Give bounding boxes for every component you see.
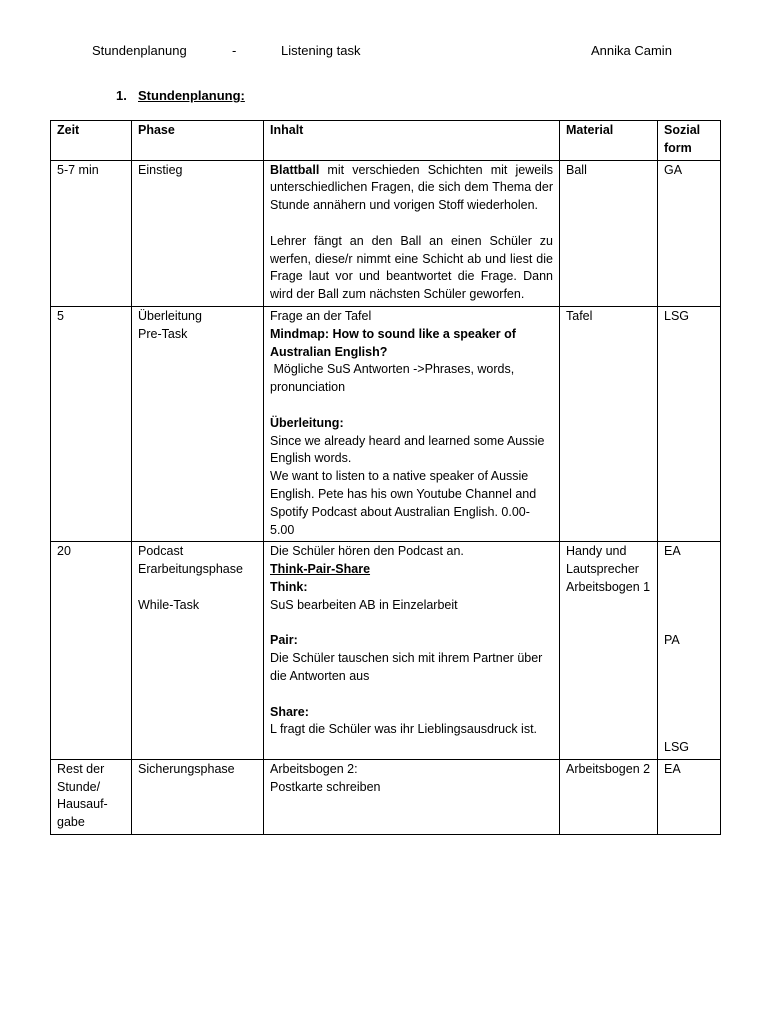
inhalt-text: mit verschieden Schichten mit jeweils unterschiedlichen Fragen, die sich dem Thema der Stunde annähern und vorigen Stoff wiederholen. <box>270 162 553 213</box>
phase-line: Pre-Task <box>138 326 188 341</box>
inhalt-pair-text: Die Schüler tauschen sich mit ihrem Partner über die Antworten aus <box>270 651 543 683</box>
cell-sozialform: EA <box>658 759 721 834</box>
inhalt-line: Die Schüler hören den Podcast an. <box>270 544 464 559</box>
header-inhalt: Inhalt <box>264 121 560 161</box>
phase-line: Podcast <box>138 544 184 559</box>
table-header-row <box>51 121 721 161</box>
table-row <box>51 160 721 306</box>
cell-material: Arbeitsbogen 2 <box>560 759 658 834</box>
cell-zeit: 5 <box>51 306 132 541</box>
inhalt-think-label: Think: <box>270 579 308 594</box>
section-heading <box>116 88 245 103</box>
cell-inhalt <box>264 160 560 306</box>
header-zeit: Zeit <box>51 121 132 161</box>
inhalt-line: Frage an der Tafel <box>270 308 372 323</box>
page-header <box>0 43 768 61</box>
cell-material: Tafel <box>560 306 658 541</box>
section-title: Stundenplanung: <box>138 88 245 103</box>
header-subtitle: Listening task <box>281 43 361 58</box>
header-separator: - <box>232 43 237 58</box>
phase-line: While-Task <box>138 597 200 612</box>
table-row <box>51 306 721 541</box>
cell-sozialform <box>658 542 721 760</box>
header-phase: Phase <box>132 121 264 161</box>
cell-inhalt <box>264 306 560 541</box>
cell-material: Ball <box>560 160 658 306</box>
cell-phase: Sicherungsphase <box>132 759 264 834</box>
header-sozialform-line1: Sozial <box>664 123 701 137</box>
cell-inhalt <box>264 759 560 834</box>
inhalt-paragraph: Since we already heard and learned some Aussie English words. <box>270 433 545 466</box>
header-sozialform-line2: form <box>664 140 692 155</box>
header-sozialform <box>658 121 721 161</box>
cell-zeit: 20 <box>51 542 132 760</box>
inhalt-paragraph: Lehrer fängt an den Ball an einen Schüler zu werfen, diese/r nimmt eine Schicht ab und liest die Frage laut vor und beantwortet die Frage. Dann wird der Ball zum nächsten Schüler geworfen. <box>270 233 553 302</box>
cell-zeit: Rest der Stunde/ Hausauf-gabe <box>51 759 132 834</box>
cell-inhalt <box>264 542 560 760</box>
sozialform-value: EA <box>664 544 681 559</box>
inhalt-ueberleitung-label: Überleitung: <box>270 415 344 430</box>
sozialform-value: LSG <box>664 740 690 755</box>
header-title: Stundenplanung <box>92 43 187 58</box>
header-author: Annika Camin <box>591 43 672 58</box>
inhalt-pair-label: Pair: <box>270 633 298 648</box>
inhalt-think-text: SuS bearbeiten AB in Einzelarbeit <box>270 597 458 612</box>
cell-phase <box>132 542 264 760</box>
inhalt-answers: Mögliche SuS Antworten ->Phrases, words, pronunciation <box>270 362 518 395</box>
inhalt-paragraph: We want to listen to a native speaker of Aussie English. Pete has his own Youtube Channel and Spotify Podcast about Australian English. 0.00-5.00 <box>270 469 537 537</box>
inhalt-method-title: Think-Pair-Share <box>270 562 371 577</box>
phase-line: Überleitung <box>138 308 202 323</box>
inhalt-line: Arbeitsbogen 2: <box>270 761 358 776</box>
inhalt-share-label: Share: <box>270 704 309 719</box>
inhalt-mindmap: Mindmap: How to sound like a speaker of Australian English? <box>270 326 516 359</box>
cell-phase <box>132 306 264 541</box>
lesson-plan-table <box>50 120 721 835</box>
cell-material: Handy und Lautsprecher Arbeitsbogen 1 <box>560 542 658 760</box>
table-row <box>51 759 721 834</box>
inhalt-share-text: L fragt die Schüler was ihr Lieblingsausdruck ist. <box>270 722 538 737</box>
inhalt-bold-term: Blattball <box>270 162 320 177</box>
inhalt-line: Postkarte schreiben <box>270 779 381 794</box>
header-material: Material <box>560 121 658 161</box>
sozialform-value: PA <box>664 633 680 648</box>
cell-sozialform: GA <box>658 160 721 306</box>
cell-phase: Einstieg <box>132 160 264 306</box>
cell-zeit: 5-7 min <box>51 160 132 306</box>
table-row <box>51 542 721 760</box>
phase-line: Erarbeitungsphase <box>138 562 243 577</box>
cell-sozialform: LSG <box>658 306 721 541</box>
section-number: 1. <box>116 88 127 103</box>
inhalt-paragraph <box>270 162 553 215</box>
